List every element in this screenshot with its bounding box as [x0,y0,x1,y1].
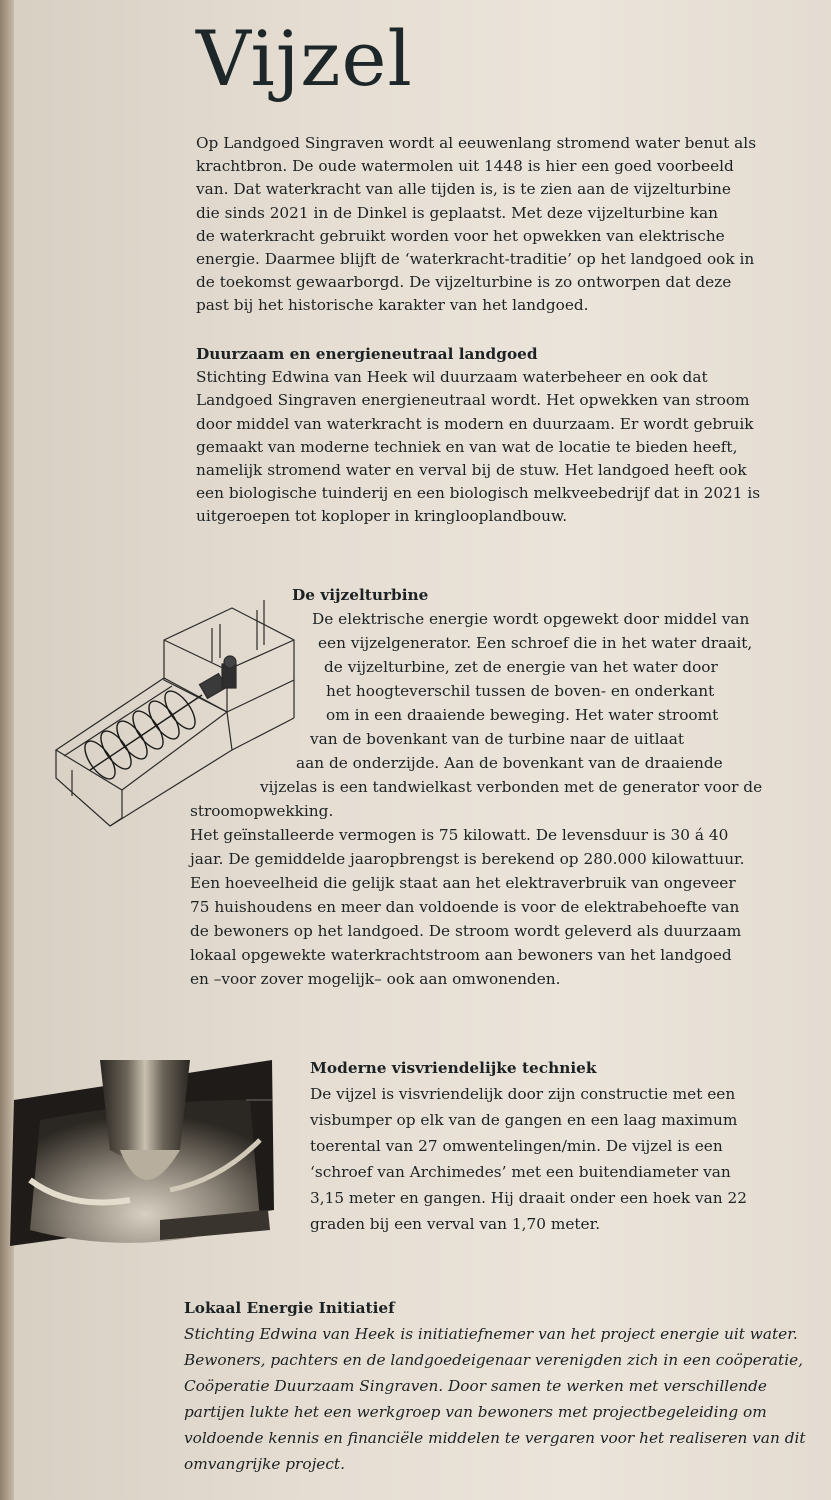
section-line: omvangrijke project. [184,1455,345,1473]
section-line: uitgeroepen tot koploper in kringlooplandbouw. [196,507,568,526]
section-line: de vijzelturbine, zet de energie van het water door [324,658,718,676]
section-line: De vijzel is visvriendelijk door zijn constructie met een [310,1085,736,1103]
section-line: partijen lukte het een werkgroep van bewoners met projectbegeleiding om [184,1403,767,1421]
section-line: het hoogteverschil tussen de boven- en onderkant [326,682,715,700]
section-line: Stichting Edwina van Heek wil duurzaam waterbeheer en ook dat [196,368,708,387]
section-line: graden bij een verval van 1,70 meter. [310,1215,601,1233]
section-line: aan de onderzijde. Aan de bovenkant van de draaiende [296,754,723,772]
section-line: namelijk stromend water en verval bij de stuw. Het landgoed heeft ook [196,460,747,479]
section-line: gemaakt van moderne techniek en van wat de locatie te bieden heeft, [196,437,738,456]
intro-line: Op Landgoed Singraven wordt al eeuwenlang stromend water benut als [196,134,757,152]
section-line: Het geïnstalleerde vermogen is 75 kilowatt. De levensduur is 30 á 40 [190,826,729,844]
panel-edge [0,0,14,1500]
intro-line: de toekomst gewaarborgd. De vijzelturbine is zo ontworpen dat deze [196,273,732,292]
section-line: lokaal opgewekte waterkrachtstroom aan bewoners van het landgoed [190,946,732,964]
intro-line: past bij het historische karakter van het landgoed. [196,296,589,315]
section-line: toerental van 27 omwentelingen/min. De vijzel is een [310,1137,723,1155]
section-line: een vijzelgenerator. Een schroef die in het water draait, [318,634,753,652]
section-line: Stichting Edwina van Heek is initiatiefnemer van het project energie uit water. [184,1325,798,1343]
intro-line: van. Dat waterkracht van alle tijden is, is te zien aan de vijzelturbine [196,180,731,199]
section-line: om in een draaiende beweging. Het water stroomt [326,706,719,724]
page-title: Vijzel [196,14,413,103]
section-lokaal-energie [184,1295,806,1477]
intro-line: de waterkracht gebruikt worden voor het opwekken van elektrische [196,226,725,245]
intro-line: energie. Daarmee blijft de ‘waterkracht-traditie’ op het landgoed ook in [196,249,755,268]
section-line: Een hoeveelheid die gelijk staat aan het elektraverbruik van ongeveer [190,874,736,892]
section-heading: De vijzelturbine [292,586,429,604]
intro-paragraph [196,132,756,318]
section-line: 75 huishoudens en meer dan voldoende is voor de elektrabehoefte van [190,898,740,916]
vijzel-photo [10,1060,278,1246]
intro-line: krachtbron. De oude watermolen uit 1448 is hier een goed voorbeeld [196,157,734,176]
section-line: van de bovenkant van de turbine naar de uitlaat [310,730,685,748]
section-line: visbumper op elk van de gangen en een laag maximum [310,1111,738,1129]
section-heading: Lokaal Energie Initiatief [184,1299,395,1317]
section-line: voldoende kennis en financiële middelen te vergaren voor het realiseren van dit [184,1429,806,1447]
section-duurzaam [196,343,760,529]
section-line: en –voor zover mogelijk– ook aan omwonenden. [190,970,561,988]
section-line: Coöperatie Duurzaam Singraven. Door samen te werken met verschillende [184,1377,767,1395]
section-line: Landgoed Singraven energieneutraal wordt. Het opwekken van stroom [196,391,750,410]
section-heading: Duurzaam en energieneutraal landgoed [196,345,538,363]
section-line: door middel van waterkracht is modern en duurzaam. Er wordt gebruik [196,414,754,433]
section-line: De elektrische energie wordt opgewekt door middel van [312,610,750,628]
section-line: 3,15 meter en gangen. Hij draait onder een hoek van 22 [310,1189,747,1207]
section-visvriendelijk [310,1055,747,1237]
section-line: een biologische tuinderij en een biologisch melkveebedrijf dat in 2021 is [196,484,761,503]
section-heading: Moderne visvriendelijke techniek [310,1059,597,1077]
section-line: Bewoners, pachters en de landgoedeigenaar verenigden zich in een coöperatie, [184,1351,804,1369]
section-line: stroomopwekking. [190,802,334,820]
intro-line: die sinds 2021 in de Dinkel is geplaatst. Met deze vijzelturbine kan [196,203,718,222]
section-line: de bewoners op het landgoed. De stroom wordt geleverd als duurzaam [190,922,742,940]
section-line: vijzelas is een tandwielkast verbonden met de generator voor de [260,778,763,796]
section-line: jaar. De gemiddelde jaaropbrengst is berekend op 280.000 kilowattuur. [190,850,745,868]
section-line: ‘schroef van Archimedes’ met een buitendiameter van [310,1163,731,1181]
